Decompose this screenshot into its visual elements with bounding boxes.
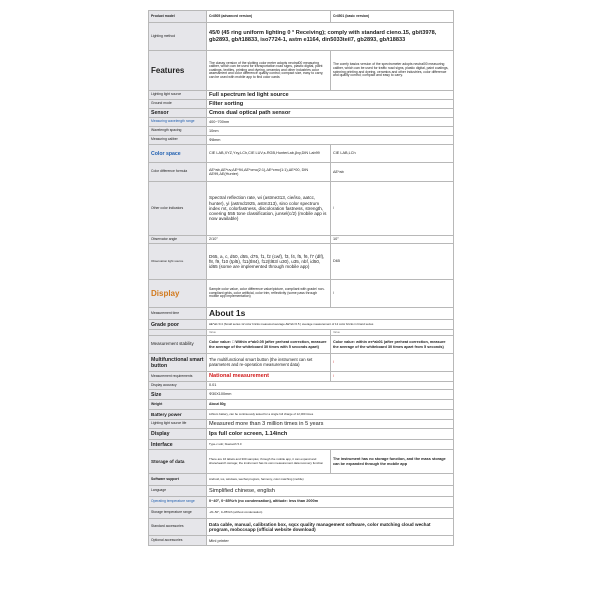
value-wavelength-spacing: 10nm xyxy=(207,127,454,136)
value-header-basic: Value xyxy=(331,330,454,336)
label-product-model: Product model xyxy=(149,11,207,23)
label-interface: Interface xyxy=(149,440,207,450)
value-display-accuracy: 0.01 xyxy=(207,382,454,390)
value-software-support: Android, ios, windows, wechat program, harmony, color matching (mobile) xyxy=(207,474,454,486)
value-measurement-time: About 1s xyxy=(207,308,454,320)
row-interface xyxy=(149,440,454,450)
row-product-model xyxy=(149,11,454,23)
label-standard-accessories: Standard accessories xyxy=(149,519,207,536)
value-light-source: Full spectrum led light source xyxy=(207,91,454,100)
value-features-basic: The comfy basics version of the spectrometer adopts neutral00 measuring caliber, which can be used for traffic road signs, plastic digital, paint coatings, spinning printing and dyeing, ceramics and other industries, color difference and quality control; compact and easy to carry. xyxy=(331,51,454,91)
label-grade-poor: Grade poor xyxy=(149,320,207,330)
row-ground-mode xyxy=(149,100,454,109)
row-weight xyxy=(149,400,454,410)
value-basic-model: Cr4501 (basic version) xyxy=(331,11,454,23)
row-measurement-requirements xyxy=(149,372,454,382)
label-size: Size xyxy=(149,390,207,400)
row-storage xyxy=(149,450,454,474)
value-source-life: Measured more than 3 million times in 5 years xyxy=(207,420,454,429)
row-observator-angle xyxy=(149,236,454,244)
label-measurement-time: Measurement time xyxy=(149,308,207,320)
value-display-screen: Ips full color screen, 1.14inch xyxy=(207,429,454,440)
value-observation-source-advanced: D65, a, c, d50, d55, d75, f1, f2 (cwf), f3, f4, f5, f6, f7 (dlf), f8, f9, f10 (tpl5), f11(tl84), f12(tl83/ u30), u35, nbf, id50, id65 (some are implemented through mobile app) xyxy=(207,244,331,280)
value-other-indicators-basic: / xyxy=(331,182,454,236)
label-display-features: Display xyxy=(149,280,207,308)
row-size xyxy=(149,390,454,400)
row-software-support xyxy=(149,474,454,486)
value-observation-source-basic: D65 xyxy=(331,244,454,280)
label-source-life: Lighting light source life xyxy=(149,420,207,429)
value-features-advanced: The classy version of the slotting color meter adopts neutral00 measuring caliber, which can be used for transportation road signs, plastic digital, paint coatings, textiles, printing and dyeing, ceramics and other industries color assessment and color difference quality control; compact size, easy to carry, can be used with mobile app to find color cards xyxy=(207,51,331,91)
label-battery: Battery power xyxy=(149,410,207,420)
row-optional-accessories xyxy=(149,536,454,546)
value-stability-advanced: Color value: □ Within σ*ab0.05 (after preheat correction, measure the average of the whiteboard 30 times with 5 seconds apart) xyxy=(207,336,331,354)
label-ground-mode: Ground mode xyxy=(149,100,207,109)
label-measuring-caliber: Measuring caliber xyxy=(149,136,207,145)
value-smart-button-advanced: The multifunctional smart button (the instrument can set parameters and re-operation measurement data) xyxy=(207,354,331,372)
row-operating-temp xyxy=(149,497,454,508)
value-color-difference-basic: ΔE*ab xyxy=(331,163,454,182)
row-other-indicators xyxy=(149,182,454,236)
label-color-space: Color space xyxy=(149,145,207,163)
value-stability-basic: Color value: within σe*ab01 (after preheat correction, measure the average of the whiteboard 30 times apart from 5 seconds) xyxy=(331,336,454,354)
spec-table xyxy=(148,10,454,546)
row-source-life xyxy=(149,420,454,429)
value-storage-temp: -20~50°, 0~85%rh (without condensation) xyxy=(207,508,454,519)
label-color-difference: Color difference formula xyxy=(149,163,207,182)
label-weight: Weight xyxy=(149,400,207,410)
value-requirements-basic: / xyxy=(331,372,454,382)
row-measurement-stability xyxy=(149,336,454,354)
value-operating-temp: 0~40°, 0~85%rh (no condensation), altitude: less than 2000m xyxy=(207,497,454,508)
value-storage-advanced: There are 16 labels and 300 samples; through the mobile app, it can expand and share/search storage; the instrument has its own measurement data recovery function xyxy=(207,450,331,474)
value-requirements-advanced: National measurement xyxy=(207,372,331,382)
row-display-features xyxy=(149,280,454,308)
row-storage-temp xyxy=(149,508,454,519)
value-lighting-method: 45/0 (45 ring uniform lighting 0 ° Receiving); comply with standard cieno.15, gb/t3978, gb2893, gb/t18833, iso7724-1, astm e1164, din5033teil7, gb2893, gb/t18833 xyxy=(207,23,454,51)
label-wavelength-spacing: Wavelength spacing xyxy=(149,127,207,136)
label-display-screen: Display xyxy=(149,429,207,440)
value-size: Φ30X100mm xyxy=(207,390,454,400)
row-color-space xyxy=(149,145,454,163)
row-wavelength-spacing xyxy=(149,127,454,136)
value-color-space-basic: CIE LAB,LCh xyxy=(331,145,454,163)
row-color-difference xyxy=(149,163,454,182)
row-smart-button xyxy=(149,354,454,372)
label-lighting-method: Lighting method xyxy=(149,23,207,51)
row-display-accuracy xyxy=(149,382,454,390)
value-other-indicators-advanced: Spectral reflection rate, wi (astme313, cie/iso, aatcc, hunter), yi (astmd1925, astm313), sino color spectrum index mt, colorfastness, discoloration fastness, strength, covering 555 tone classification, junsel(c/2) (mobile app is now available) xyxy=(207,182,331,236)
value-wavelength-range: 400~700nm xyxy=(207,118,454,127)
label-display-accuracy: Display accuracy xyxy=(149,382,207,390)
label-observator-angle: Observator angle xyxy=(149,236,207,244)
value-advanced-model: Cr4505 (advanced version) xyxy=(207,11,331,23)
row-standard-accessories xyxy=(149,519,454,536)
row-observation-source xyxy=(149,244,454,280)
label-measurement-stability: Measurement stability xyxy=(149,336,207,354)
label-storage-temp: Storage temperature range xyxy=(149,508,207,519)
label-features: Features xyxy=(149,51,207,91)
label-language: Language xyxy=(149,486,207,497)
row-grade-poor xyxy=(149,320,454,330)
value-observator-angle-advanced: 2/10° xyxy=(207,236,331,244)
row-language xyxy=(149,486,454,497)
label-operating-temp: Operating temperature range xyxy=(149,497,207,508)
label-light-source: Lighting light source xyxy=(149,91,207,100)
label-sensor: Sensor xyxy=(149,109,207,118)
value-weight: About 80g xyxy=(207,400,454,410)
value-color-space-advanced: CIE LAB,XYZ,Yxy,LCh,CIE LUV,s-RGB,HunterLab,βxy,DIN Lab99 xyxy=(207,145,331,163)
row-lighting-method xyxy=(149,23,454,51)
row-sensor xyxy=(149,109,454,118)
value-interface: Type-c usb; bluetooth 5.0 xyxy=(207,440,454,450)
row-battery xyxy=(149,410,454,420)
value-display-features-basic: / xyxy=(331,280,454,308)
row-measurement-time xyxy=(149,308,454,320)
label-other-indicators: Other color indicators xyxy=(149,182,207,236)
value-storage-basic: The instrument has no storage function, and the mass storage can be expanded through the mobile app xyxy=(331,450,454,474)
value-optional-accessories: Mini printer xyxy=(207,536,454,546)
row-light-source xyxy=(149,91,454,100)
value-language: Simplified chinese, english xyxy=(207,486,454,497)
value-header-advanced: Value xyxy=(207,330,331,336)
value-observator-angle-basic: 10° xyxy=(331,236,454,244)
row-wavelength-range xyxy=(149,118,454,127)
value-measuring-caliber: Φ8mm xyxy=(207,136,454,145)
row-display-screen xyxy=(149,429,454,440)
label-wavelength-range: Measuring wavelength range xyxy=(149,118,207,127)
value-color-difference-advanced: ΔE*ab,ΔE*uv,ΔE*94,ΔE*cmc(2:1),ΔE*cmc(1:1),ΔE*00, DIN ΔE99,ΔE(Hunter) xyxy=(207,163,331,182)
label-storage: Storage of data xyxy=(149,450,207,474)
value-grade-poor: ΔE*ab<0.4 (Small series 12 color bricks measured average ΔE*ab<0.5 ) average measurement of 12 color bricks in brand series xyxy=(207,320,454,330)
value-sensor: Cmos dual optical path sensor xyxy=(207,109,454,118)
label-smart-button: Multifunctional smart button xyxy=(149,354,207,372)
label-optional-accessories: Optional accessories xyxy=(149,536,207,546)
label-observation-source: Observation light source xyxy=(149,244,207,280)
value-smart-button-basic: / xyxy=(331,354,454,372)
value-display-features-advanced: Sample color value, color difference value/picture, compliant with grade/ non-compliant grids, color artificial, color trim, reflectivity (some pass through mobile app implementation) xyxy=(207,280,331,308)
value-ground-mode: Filter sorting xyxy=(207,100,454,109)
row-features xyxy=(149,51,454,91)
value-standard-accessories: Data cable, manual, calibration box, sqcx quality management software, color matching cloud wechat program, mobccsapp (official website download) xyxy=(207,519,454,536)
label-software-support: Software support xyxy=(149,474,207,486)
label-measurement-requirements: Measurement requirements xyxy=(149,372,207,382)
value-battery: Lithium battery, can be continuously tested for a single full charge of 12,000 times xyxy=(207,410,454,420)
row-measuring-caliber xyxy=(149,136,454,145)
